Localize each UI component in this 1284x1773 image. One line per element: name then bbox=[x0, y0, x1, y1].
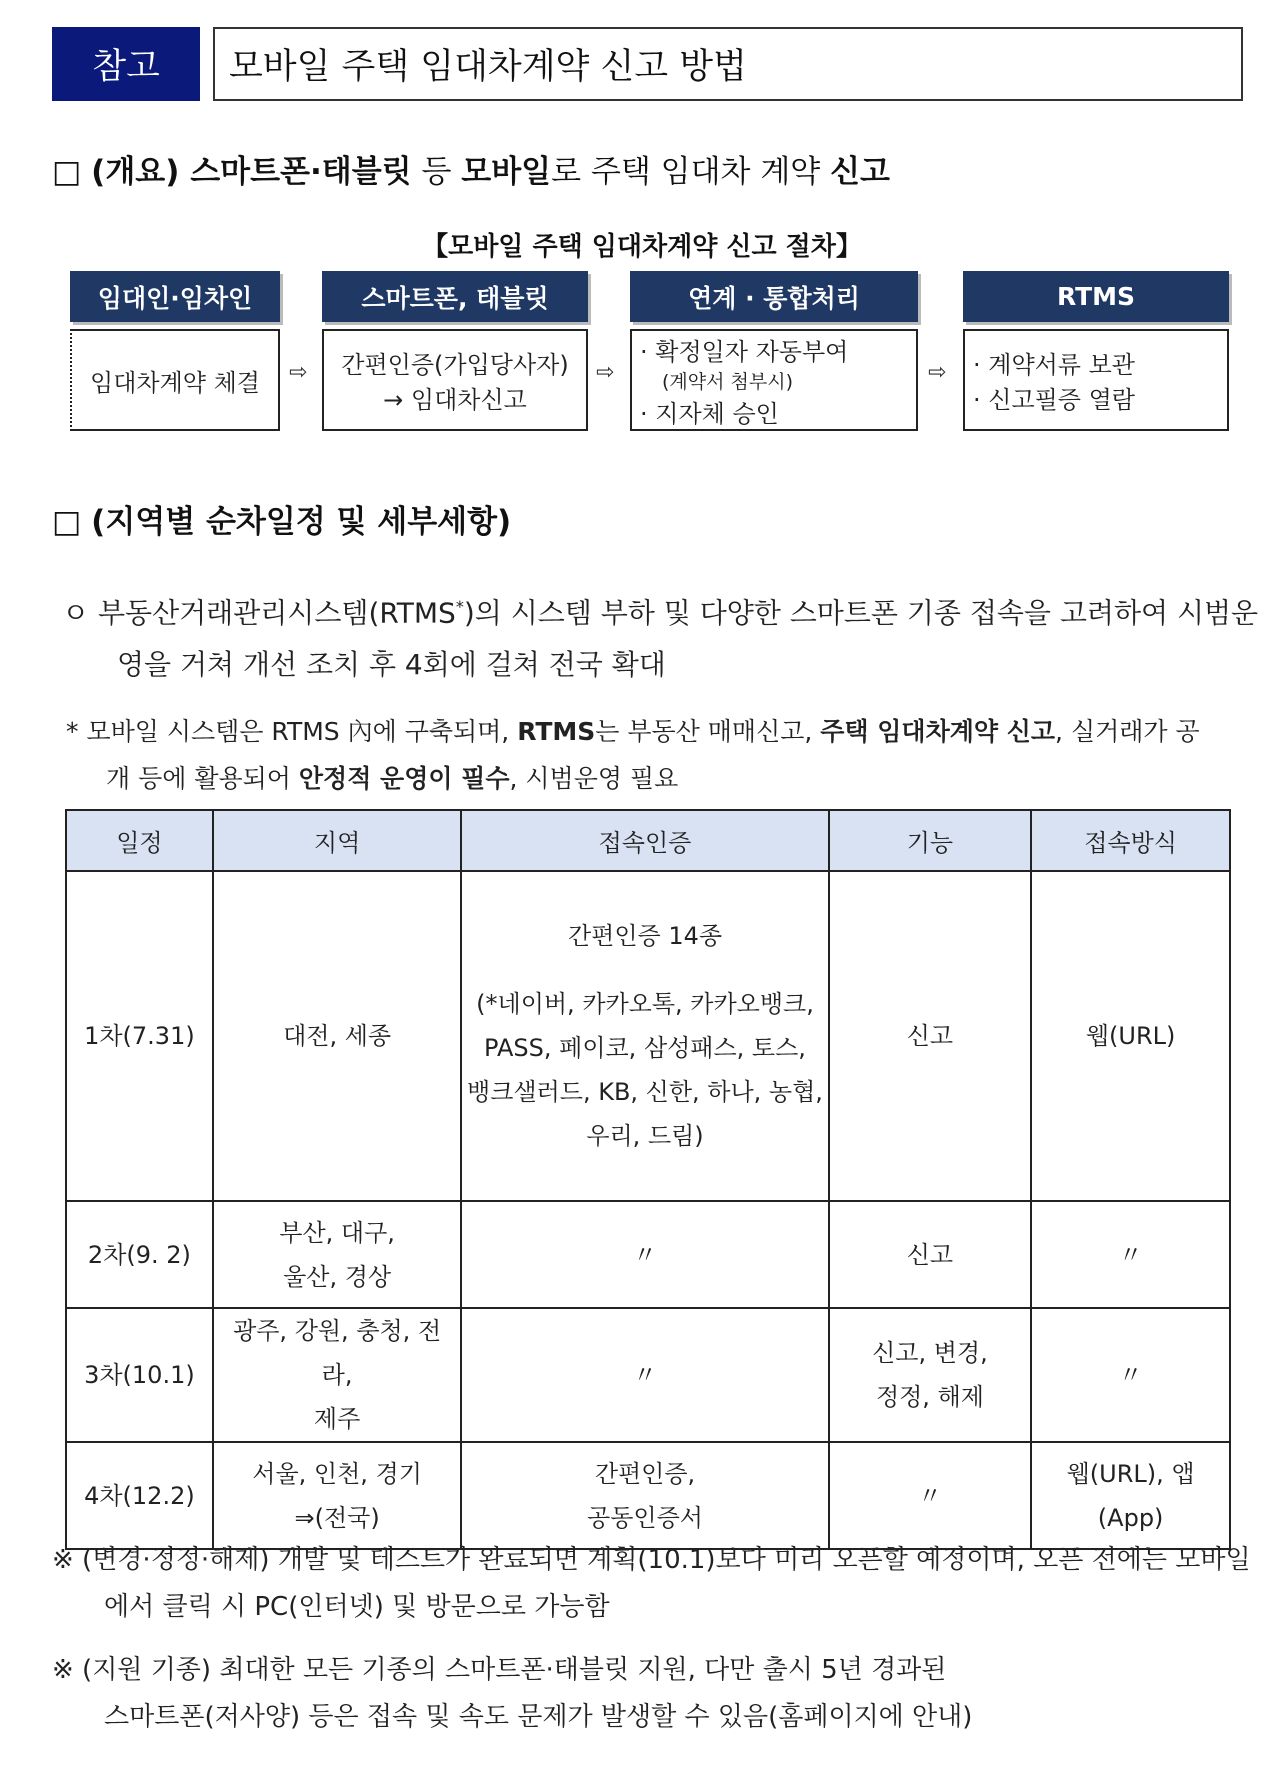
procedure-title: 【모바일 주택 임대차계약 신고 절차】 bbox=[422, 232, 862, 262]
footnote-bold-stable: 안정적 운영이 필수 bbox=[298, 764, 510, 793]
col-header-auth: 접속인증 bbox=[461, 810, 828, 871]
schedule-table bbox=[65, 809, 1231, 1550]
cell-region-line: 서울, 인천, 경기 bbox=[252, 1459, 422, 1488]
step-3-line-3: · 지자체 승인 bbox=[640, 399, 779, 428]
cell-function-line: 신고, 변경, bbox=[872, 1339, 988, 1367]
note-support-line-1: ※ (지원 기종) 최대한 모든 기종의 스마트폰·태블릿 지원, 다만 출시 5년 경과된 bbox=[52, 1655, 947, 1685]
overview-prefix: (개요) bbox=[91, 154, 191, 190]
step-4-line-2: · 신고필증 열람 bbox=[973, 386, 1135, 414]
bullet-paragraph bbox=[62, 581, 1262, 691]
step-3-head: 연계 · 통합처리 bbox=[630, 271, 918, 322]
arrow-icon: ⇨ bbox=[928, 360, 947, 385]
step-4-head: RTMS bbox=[963, 271, 1229, 322]
arrow-icon: ⇨ bbox=[289, 360, 308, 385]
step-1-body bbox=[70, 329, 280, 431]
cell-method: 〃 bbox=[1031, 1201, 1230, 1308]
cell-auth-line: (*네이버, 카카오톡, 카카오뱅크, bbox=[476, 990, 814, 1018]
footnote bbox=[66, 708, 1256, 802]
cell-auth-line: 간편인증, bbox=[594, 1459, 696, 1488]
cell-method: 웹(URL) bbox=[1031, 871, 1230, 1201]
overview-text-1: 등 bbox=[411, 154, 462, 190]
overview-text-2: 로 주택 임대차 계약 bbox=[551, 154, 831, 190]
footnote-text-1: * 모바일 시스템은 RTMS 內에 구축되며, bbox=[66, 717, 518, 746]
cell-function: 〃 bbox=[829, 1442, 1032, 1549]
footnote-text-5: , 시범운영 필요 bbox=[509, 764, 679, 793]
step-2-head: 스마트폰, 태블릿 bbox=[322, 271, 588, 322]
procedure-step-3 bbox=[630, 271, 918, 428]
procedure-step-4 bbox=[963, 271, 1229, 414]
schedule-heading-text: (지역별 순차일정 및 세부세항) bbox=[91, 504, 512, 540]
table-row bbox=[66, 871, 1230, 1201]
footnote-bold-report: 주택 임대차계약 신고 bbox=[820, 717, 1056, 746]
cell-auth-line: 뱅크샐러드, KB, 신한, 하나, 농협, bbox=[467, 1078, 823, 1106]
page-title: 모바일 주택 임대차계약 신고 방법 bbox=[213, 27, 1243, 101]
note-support-line-2: 스마트폰(저사양) 등은 접속 및 속도 문제가 발생할 수 있음(홈페이지에 안내) bbox=[104, 1702, 973, 1732]
step-3-line-1: · 확정일자 자동부여 bbox=[640, 337, 849, 366]
arrow-icon: ⇨ bbox=[596, 360, 615, 385]
cell-auth-line: 간편인증 14종 bbox=[567, 922, 723, 950]
col-header-function: 기능 bbox=[829, 810, 1032, 871]
cell-auth-line: PASS, 페이코, 삼성패스, 토스, bbox=[484, 1034, 806, 1062]
cell-schedule: 4차(12.2) bbox=[66, 1442, 213, 1549]
bullet-text-2: )의 시스템 부하 및 다양한 스마트폰 기종 접속을 고려하여 시범운 bbox=[463, 596, 1259, 630]
note-change-line-2: 에서 클릭 시 PC(인터넷) 및 방문으로 가능함 bbox=[104, 1592, 610, 1622]
col-header-schedule: 일정 bbox=[66, 810, 213, 871]
cell-auth-spacer bbox=[466, 958, 823, 982]
cell-region-line: 부산, 대구, bbox=[279, 1218, 395, 1247]
note-change-line-1: ※ (변경·정정·해제) 개발 및 테스트가 완료되면 계획(10.1)보다 미리 오픈할 예정이며, 오픈 전에는 모바일 bbox=[52, 1545, 1251, 1575]
cell-region-line: ⇒(전국) bbox=[294, 1503, 380, 1532]
cell-method: 웹(URL), 앱(App) bbox=[1031, 1442, 1230, 1549]
cell-region bbox=[213, 1308, 462, 1442]
bullet-mark: ㅇ bbox=[62, 596, 90, 630]
overview-bold-report: 신고 bbox=[830, 154, 890, 190]
cell-region bbox=[213, 1442, 462, 1549]
procedure-step-2 bbox=[322, 271, 588, 414]
checkbox-icon: □ bbox=[52, 504, 82, 540]
step-2-line-1: 간편인증(가입당사자) bbox=[341, 351, 569, 379]
page-header bbox=[52, 27, 1243, 101]
cell-method: 〃 bbox=[1031, 1308, 1230, 1442]
cell-schedule: 2차(9. 2) bbox=[66, 1201, 213, 1308]
step-3-body bbox=[630, 329, 918, 431]
table-row bbox=[66, 1308, 1230, 1442]
cell-auth: 〃 bbox=[461, 1201, 828, 1308]
footnote-text-2: 는 부동산 매매신고, bbox=[595, 717, 821, 746]
overview-heading bbox=[52, 146, 890, 191]
cell-function: 신고 bbox=[829, 871, 1032, 1201]
step-3-line-2: (계약서 첨부시) bbox=[662, 370, 793, 393]
col-header-region: 지역 bbox=[213, 810, 462, 871]
step-4-body bbox=[963, 329, 1229, 431]
cell-function: 신고 bbox=[829, 1201, 1032, 1308]
footnote-bold-rtms: RTMS bbox=[517, 717, 596, 746]
schedule-heading bbox=[52, 496, 511, 541]
procedure-step-1 bbox=[70, 271, 280, 397]
cell-region-line: 제주 bbox=[313, 1405, 361, 1433]
cell-schedule: 3차(10.1) bbox=[66, 1308, 213, 1442]
cell-function bbox=[829, 1308, 1032, 1442]
footnote-text-4: 개 등에 활용되어 bbox=[106, 764, 299, 793]
col-header-method: 접속방식 bbox=[1031, 810, 1230, 871]
bullet-text-1: 부동산거래관리시스템(RTMS bbox=[97, 596, 456, 630]
cell-schedule: 1차(7.31) bbox=[66, 871, 213, 1201]
note-support bbox=[52, 1647, 1252, 1741]
cell-region-line: 울산, 경상 bbox=[283, 1262, 392, 1291]
overview-bold-devices: 스마트폰·태블릿 bbox=[190, 154, 412, 190]
table-header-row bbox=[66, 810, 1230, 871]
checkbox-icon: □ bbox=[52, 154, 82, 190]
table-row bbox=[66, 1201, 1230, 1308]
cell-region-line: 광주, 강원, 충청, 전라, bbox=[233, 1317, 442, 1389]
note-change bbox=[52, 1537, 1252, 1631]
step-1-head: 임대인·임차인 bbox=[70, 271, 280, 322]
reference-tag: 참고 bbox=[52, 27, 200, 101]
step-2-line-2: → 임대차신고 bbox=[383, 386, 527, 414]
step-2-body bbox=[322, 329, 588, 431]
cell-region bbox=[213, 1201, 462, 1308]
footnote-text-3: , 실거래가 공 bbox=[1055, 717, 1200, 746]
step-4-line-1: · 계약서류 보관 bbox=[973, 351, 1135, 379]
cell-auth bbox=[461, 1442, 828, 1549]
cell-region: 대전, 세종 bbox=[213, 871, 462, 1201]
bullet-text-line-2: 영을 거쳐 개선 조치 후 4회에 걸쳐 전국 확대 bbox=[117, 648, 666, 682]
footnote-marker: * bbox=[455, 597, 464, 616]
cell-auth-line: 공동인증서 bbox=[587, 1503, 703, 1532]
cell-auth bbox=[461, 871, 828, 1201]
cell-auth-line: 우리, 드림) bbox=[586, 1122, 704, 1150]
cell-function-line: 정정, 해제 bbox=[875, 1383, 984, 1411]
overview-bold-mobile: 모바일 bbox=[461, 154, 552, 190]
table-row bbox=[66, 1442, 1230, 1549]
step-1-line: 임대차계약 체결 bbox=[90, 368, 260, 397]
cell-auth: 〃 bbox=[461, 1308, 828, 1442]
